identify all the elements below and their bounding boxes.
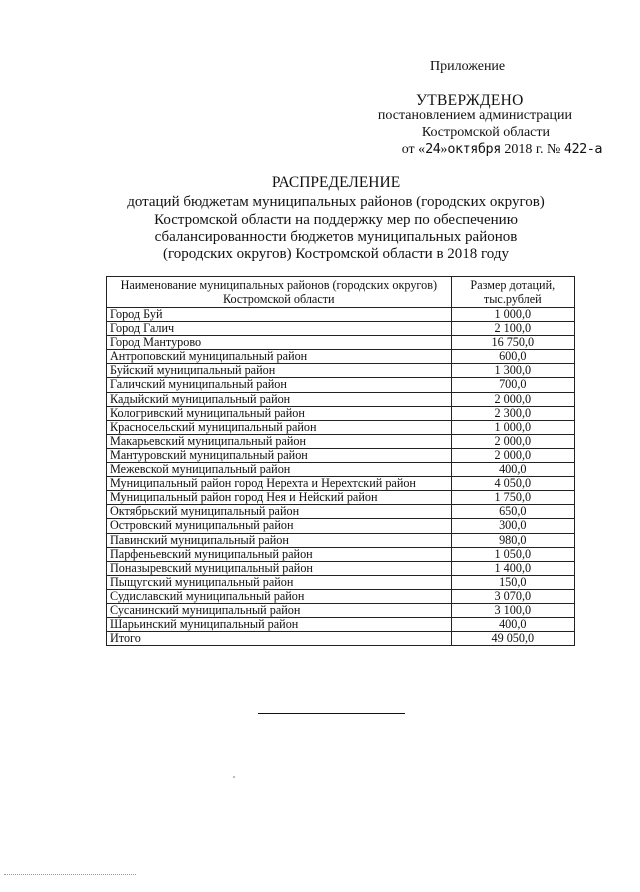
title-line-4: (городских округов) Костромской области в 2018 году [162,246,510,262]
subsidy-amount: 1 400,0 [451,561,574,575]
district-name: Антроповский муниципальный район [107,350,452,364]
subsidy-amount: 2 000,0 [451,434,574,448]
subsidy-amount: 16 750,0 [451,336,574,350]
district-name: Кадыйский муниципальный район [107,392,452,406]
table-row [107,406,575,420]
table-row [107,477,575,491]
subsidy-amount: 400,0 [451,463,574,477]
subsidy-amount: 1 000,0 [451,420,574,434]
table-row [107,561,575,575]
district-name: Октябрьский муниципальный район [107,505,452,519]
district-name: Островский муниципальный район [107,519,452,533]
table-row [107,308,575,322]
district-name: Поназыревский муниципальный район [107,561,452,575]
district-name: Буйский муниципальный район [107,364,452,378]
total-row [107,632,575,646]
subsidy-amount: 3 070,0 [451,589,574,603]
subsidy-amount: 700,0 [451,378,574,392]
subsidy-amount: 150,0 [451,575,574,589]
table-row [107,463,575,477]
subsidy-amount: 650,0 [451,505,574,519]
table-row [107,533,575,547]
table-row [107,420,575,434]
subsidy-amount: 2 000,0 [451,448,574,462]
subsidy-amount: 980,0 [451,533,574,547]
district-name: Город Галич [107,322,452,336]
district-name: Пыщугский муниципальный район [107,575,452,589]
district-name: Межевской муниципальный район [107,463,452,477]
column-header-amount [451,277,574,308]
table-row [107,589,575,603]
subsidy-amount: 600,0 [451,350,574,364]
district-name: Муниципальный район город Нея и Нейский район [107,491,452,505]
subsidy-amount: 300,0 [451,519,574,533]
district-name: Сусанинский муниципальный район [107,603,452,617]
district-name: Город Буй [107,308,452,322]
district-name: Судиславский муниципальный район [107,589,452,603]
title-line-2: Костромской области на поддержку мер по обеспечению [154,212,518,228]
subsidy-amount: 1 750,0 [451,491,574,505]
table-row [107,505,575,519]
district-name: Парфеньевский муниципальный район [107,547,452,561]
table-row [107,392,575,406]
title-line-1: дотаций бюджетам муниципальных районов (городских округов) [127,194,545,210]
column-header-amount-line1: Размер дотаций, [470,278,556,292]
total-amount: 49 050,0 [451,632,574,646]
table-row [107,322,575,336]
table-header-row [107,277,575,308]
column-header-district-line1: Наименование муниципальных районов (городских округов) [120,278,438,292]
decree-line-1: постановлением администрации [377,108,572,123]
table-row [107,618,575,632]
table-row [107,378,575,392]
table-row [107,336,575,350]
district-name: Галичский муниципальный район [107,378,452,392]
decree-line-2: Костромской области [421,125,550,140]
approved-stamp-text: УТВЕРЖДЕНО [416,92,524,109]
district-name: Мантуровский муниципальный район [107,448,452,462]
date-prefix: от « [401,142,426,157]
subsidy-amount: 2 100,0 [451,322,574,336]
date-year: 2018 г. № [504,142,561,157]
district-name: Павинский муниципальный район [107,533,452,547]
subsidy-amount: 2 300,0 [451,406,574,420]
district-name: Кологривский муниципальный район [107,406,452,420]
date-day: 24 [425,141,441,157]
table-row [107,350,575,364]
date-month: октября [447,141,501,157]
table-row [107,364,575,378]
district-name: Муниципальный район город Нерехта и Нерехтский район [107,477,452,491]
column-header-district-line2: Костромской области [223,292,335,306]
district-name: Шарьинский муниципальный район [107,618,452,632]
district-name: Макарьевский муниципальный район [107,434,452,448]
table-row [107,519,575,533]
subsidy-amount: 3 100,0 [451,603,574,617]
subsidy-table [106,276,575,646]
document-title: РАСПРЕДЕЛЕНИЕ [271,174,401,191]
subsidy-amount: 4 050,0 [451,477,574,491]
table-row [107,448,575,462]
subsidy-amount: 1 300,0 [451,364,574,378]
title-line-3: сбалансированности бюджетов муниципальных районов [154,229,518,245]
column-header-district [107,277,452,308]
table-row [107,575,575,589]
subsidy-amount: 1 000,0 [451,308,574,322]
decree-date-line [402,141,602,158]
signature-divider-line [258,713,405,714]
table-row [107,547,575,561]
district-name: Красносельский муниципальный район [107,420,452,434]
table-row [107,491,575,505]
subsidy-amount: 400,0 [451,618,574,632]
subsidy-amount: 1 050,0 [451,547,574,561]
decree-number: 422-а [563,141,602,157]
appendix-label: Приложение [430,59,506,74]
table-row [107,603,575,617]
date-mid: » [440,142,448,157]
scan-speck [233,776,235,778]
total-label: Итого [107,632,452,646]
column-header-amount-line2: тыс.рублей [483,292,542,306]
scan-edge-mark [4,874,136,875]
subsidy-amount: 2 000,0 [451,392,574,406]
district-name: Город Мантурово [107,336,452,350]
table-row [107,434,575,448]
